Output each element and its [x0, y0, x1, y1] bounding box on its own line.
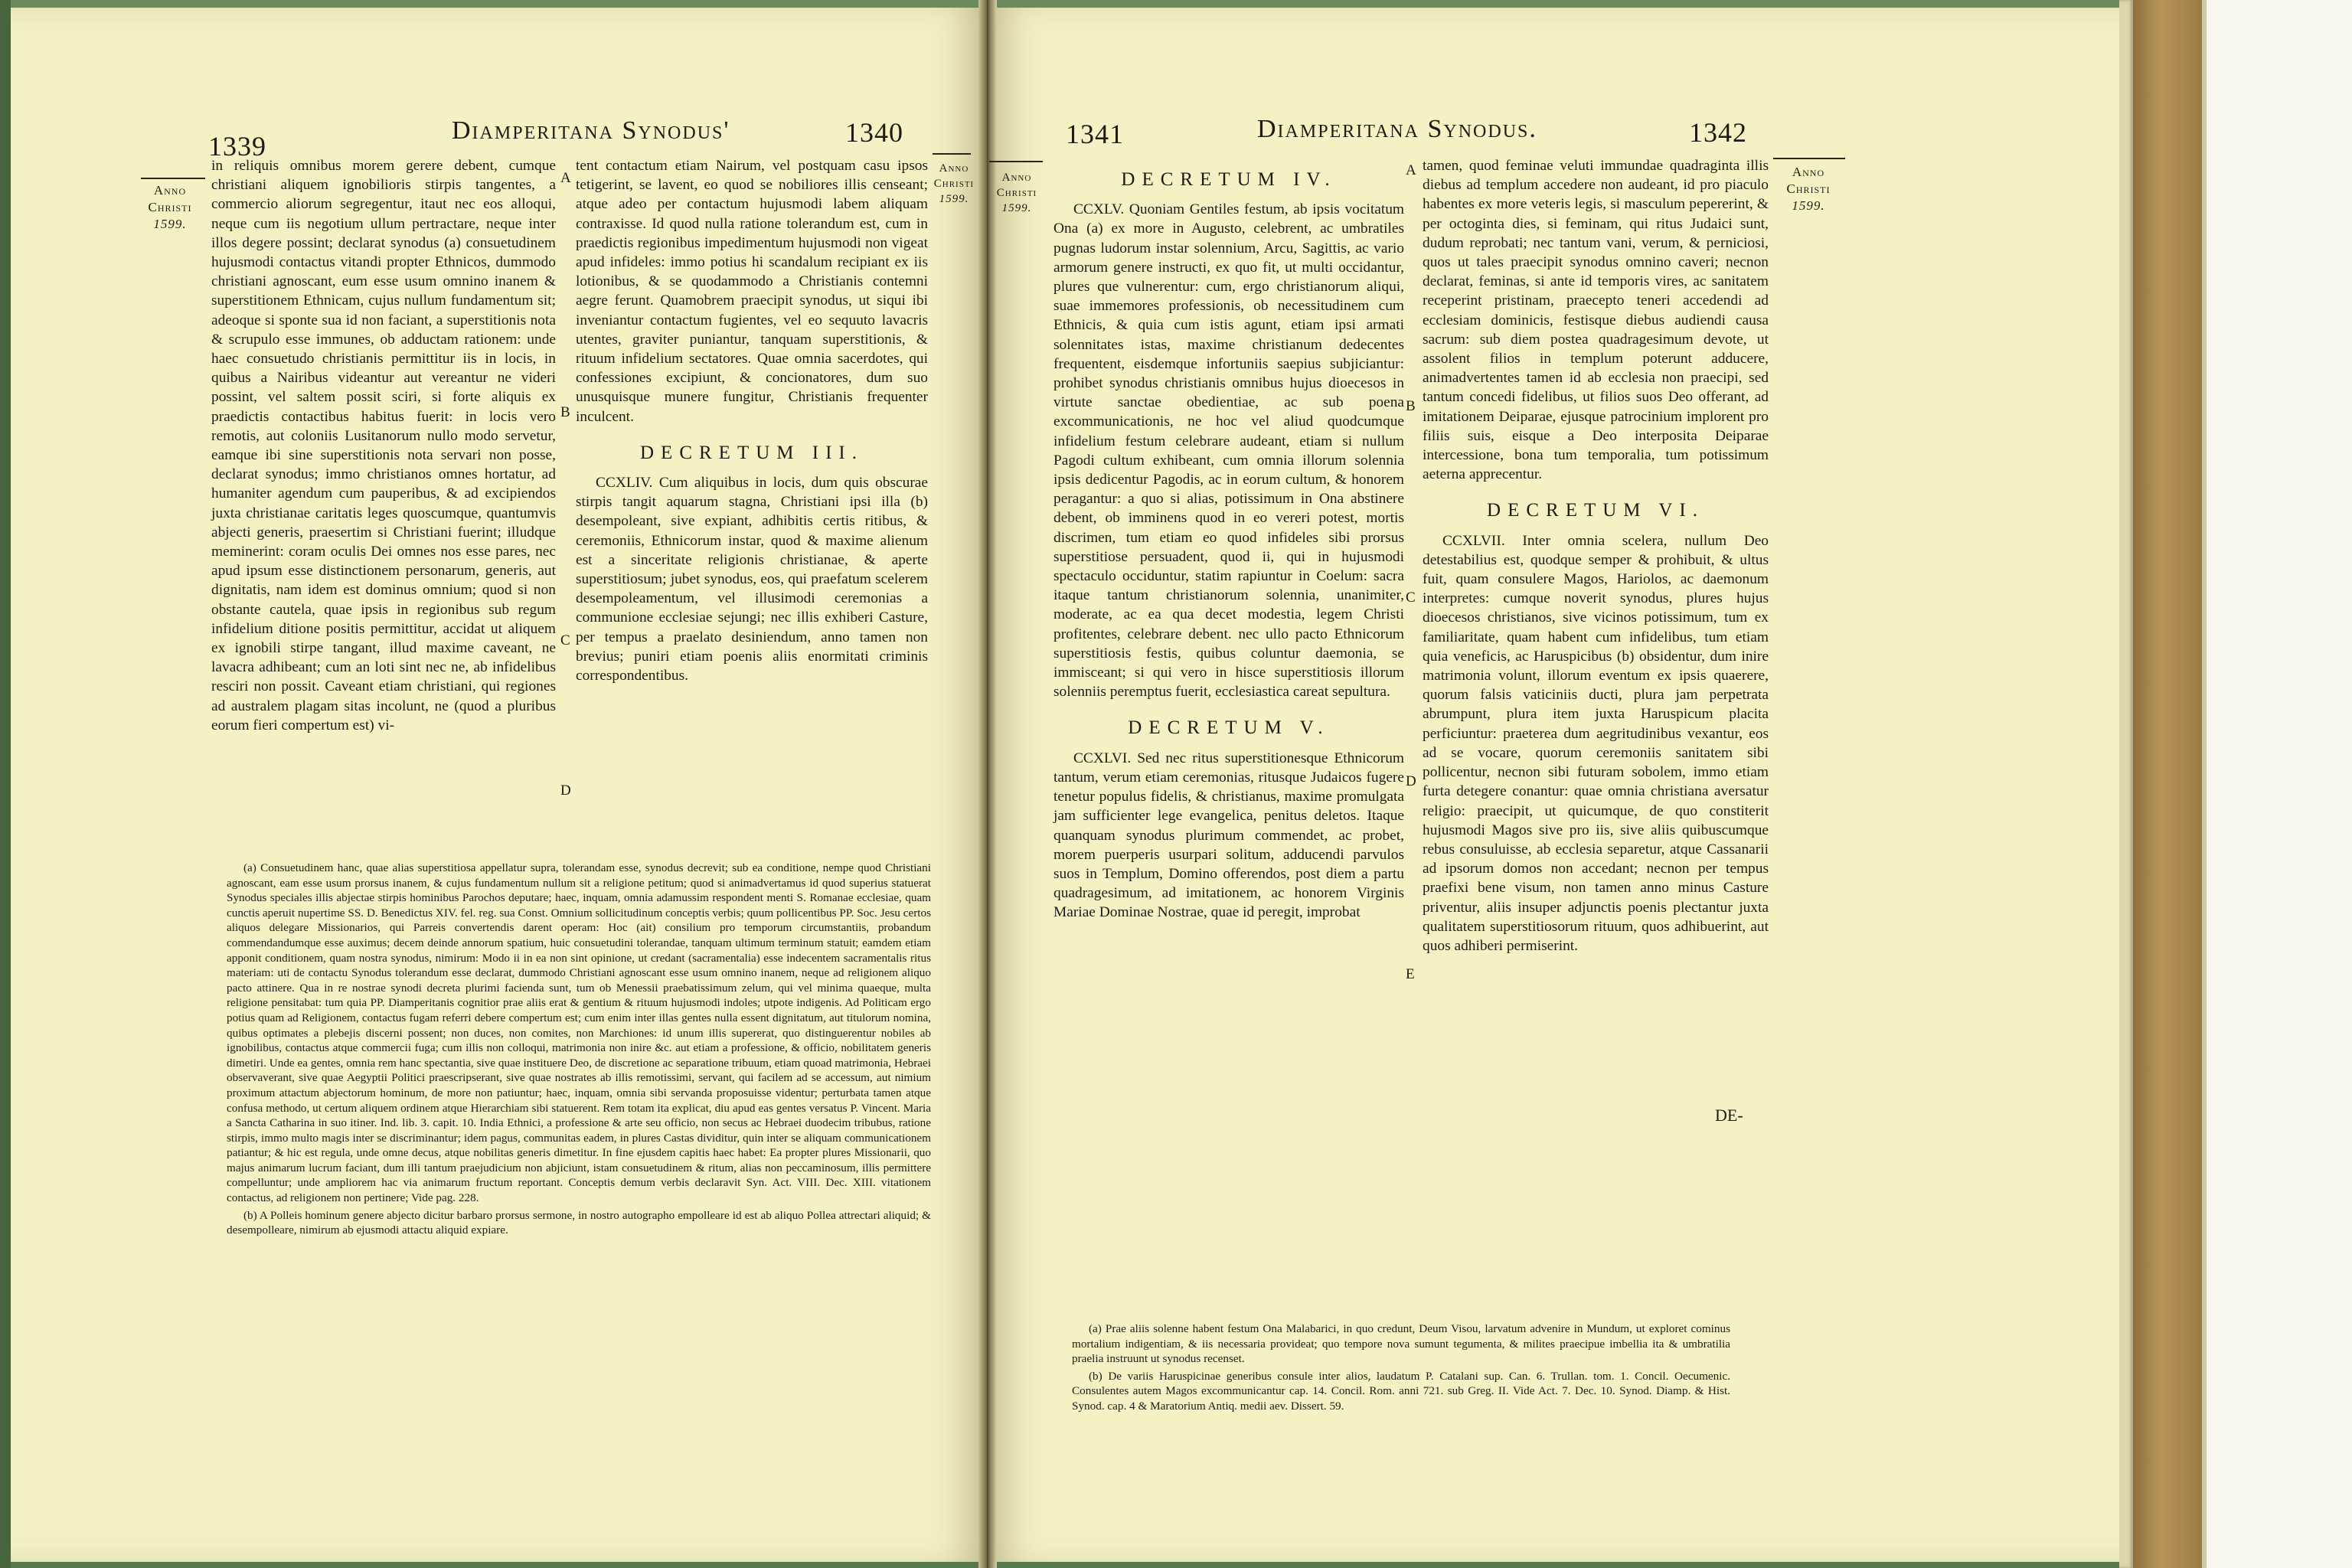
footnote: (a) Consuetudinem hanc, quae alias superstitiosa appellatur supra, tolerandam esse, synodus decrevit; sub ea conditione, nempe quod Christiani agnoscant, eam esse usum prorsus inanem, & cujus fundamentum nullum sit a religione petitum; quod si animadvertamus id quod superius statuerat Synodus speciales illis abjectae stirpis hominibus Parochos deputare; haec, inquam, omnia adamussim respondent menti S. Romanae ecclesiae, quam cunctis aperuit nupertime SS. D. Benedictus XIV. fel. reg. sua Const. Omnium sollicitudinum conceptis verbis; quum pollicentibus PP. Soc. Jesu certos aliquos delegare Missionarios, qui Parreis convertendis darent operam: Hoc (ait) consilium pro temporum circumstantiis, probandum commendandumque esse auximus; decem deinde annorum spatium, huic consuetudini tolerandae, tanquam ultimum terminum statuit; eamdem etiam apponit conditionem, quam nostra synodus, nimirum: Modo ii in ea non sint opinione, ut credant (sacramentalia) esse indecentem sacramentalis ritus materiam: uti de contactu Synodus tolerandum esse declarat, dummodo Christiani agnoscant esse usum omnino inanem, neque ad religionem aliquo pacto attinere. Qua in re nostrae synodi decreta plurimi facienda sunt, tum ob Menessii praebatissimum zelum, qui vel minima quaeque, multa religione pensitabat: tum quia PP. Diamperitanis cognitior prae aliis erat & gentium & rituum hujusmodi indoles; utpote indigenis. Ad Politicam ergo potius quam ad Religionem, contactus fugam referri debere compertum est; cum enim inter illas gentes nulla essent dignitatum, aut titulorum nomina, quibus optimates a plebejis discerni possent; non duces, non comites, non Marchiones: id unum illis supererat, quo distinguerentur nobiles ab ignobilibus, contactus atque commercii fuga; cum illis non colloqui, matrimonia non inire &c. aut etiam a professione, & officio, nobilitatem generis dimetiri. Unde ea gentes, omnia rem hanc spectantia, sive quae instituere Deo, de discretione ac separatione tribuum, etiam quoad matrimonia, Hebraei observaverant, sive quae Aegyptii Politici praescripserant, sive quae nostrates ab illis remotissimi, servant, qui facilem ad se accessum, aut nimium proximum attactum abjectorum hominum, de more non patiuntur; haec, inquam, omnia sibi servanda proposuisse videntur; perturbata tamen atque confusa methodo, ut certum aliquem ordinem atque Hierarchiam sibi statuerent. Rem totam ita explicat, diu apud eas gentes versatus P. Vincent. Maria a Sancta Catharina in suo itiner. Ind. lib. 3. capit. 10. India Ethnici, a professione & arte seu officio, non secus ac Hebraei duodecim tribubus, ratione stirpis, immo multo magis inter se discriminantur; idem pagus, communitas eadem, in plures Castas dividitur, quin inter se aliquam communicationem patiantur; & hic est regula, unde omne decus, atque nobilitas generis dimetitur. In fine ejusdem capitis haec habet: Ea propter plures Missionarii, quo majus animarum lucrum faciant, dum illi tantum praejudicium non abjiciunt, istam consuetudinem & ritum, alias non peccaminosum, illis permittere compelluntur; unde ampliorem hac via animarum fructum reportant. Conceptis demum verbis declaravit Syn. Act. VIII. Dec. XIII. vitationem contactus, ad religionem non pertinere; Vide pag. 228. — [227, 861, 931, 1205]
paragraph: CCXLV. Quoniam Gentiles festum, ab ipsis vocitatum Ona (a) ex more in Augusto, celebrent, ac umbratiles pugnas ludorum instar solennium, Arcu, Sagittis, ac vario armorum genere instructi, ex quo fit, ut multi occidantur, plures que vulnerentur: cum, ergo christianorum aliqui, suae immemores professionis, ob necessitudinem cum Ethnicis, & quia cum istis agunt, etiam ipsi armati solennitates istas, maxime christianum dedecentes frequentent, eisdemque infortuniis saepius subjiciantur: prohibet synodus christianis omnibus hujus dioecesos in virtute sanctae obedientiae, ac sub poena excommunicationis, ne hoc vel aliud quodcumque infidelium festum celebrare audeant, etiam si nullum Pagodi cultum exhibeant, cum omnia illorum solennia ipsis dedicentur Pagodis, ac in eorum cultum, & honorem peragantur: a quo si alias, potissimum in Ona abstinere debent, ob imminens quod in eo vereri potest, mortis discrimen, tum etiam eo quod infideles sibi prorsus superstitiose persuadent, quod ii, qui in hujusmodi spectaculo occiduntur, statim rapiuntur in Coelum: sacra itaque tantum christianorum solennia, unanimiter, moderate, ac ea qua decet modestia, legem Christi profitentes, celebrare debent. nec ullo pacto Ethnicorum superstitiosis festis, quibus coluntur daemonia, se immisceant; si qui vero in hisce superstitiosis illorum solenniis peremptus fuerit, ecclesiastica careat sepultura. — [1054, 201, 1404, 701]
margin-letter: B — [560, 404, 570, 420]
anno-christi-note — [132, 182, 208, 233]
paragraph: tent contactum etiam Nairum, vel postquam casu ipsos tetigerint, se lavent, eo quod se nobiliores illis censeant; atque adeo per contactum hujusmodi labem aliquam contraxisse. Id quod nulla ratione tolerandum est, cum in praedictis regionibus impedimentum hujusmodi non vigeat apud infideles: immo potius hi scandalum recipiant ex iis lotionibus, & se quodammodo a Christianis contemni aegre ferunt. Quamobrem praecipit synodus, ut siqui ibi inveniantur contactum fugientes, vel eo sequuto lavacris utentes, graviter puniantur, tanquam superstitionis, & rituum infidelium sectatores. Quae omnia sacerdotes, qui confessiones excipiunt, & concionatores, dum suo unusquisque munere fungitur, Christianis frequenter inculcent. — [576, 158, 928, 425]
margin-letter: B — [1406, 398, 1416, 414]
decretum-heading: DECRETUM III. — [640, 442, 864, 463]
margin-rule — [933, 153, 971, 155]
left-column-2 — [576, 156, 928, 685]
running-head: Diamperitana Synodus. — [1257, 115, 1537, 143]
anno-label: Anno — [1792, 165, 1825, 179]
anno-label: Anno — [153, 183, 187, 198]
book-cover-edge — [2133, 0, 2202, 1568]
christi-label: Christi — [933, 178, 975, 190]
margin-letter: A — [560, 170, 571, 186]
left-column-1 — [211, 156, 556, 735]
page-number: 1342 — [1689, 117, 1747, 148]
footnote: (b) A Polleis hominum genere abjecto dicitur barbaro prorsus sermone, in nostro autographo empolleare id est ab aliquo Pollea attrectari aliquid; & desempolleare, nimirum ab ejusmodi attactu aliquid expiare. — [227, 1208, 931, 1237]
background-white — [2202, 0, 2352, 1568]
page-number: 1340 — [845, 117, 903, 148]
margin-letter: C — [1406, 590, 1416, 606]
catchword: DE- — [1715, 1106, 1743, 1125]
paragraph: tamen, quod feminae veluti immundae quadraginta illis diebus ad templum accedere non audeant, id pro piaculo habentes ex more veteris legis, si masculum pepererint, & per octoginta dies, si feminam, qui ritus Judaici sunt, dudum reprobati; nec tantum vani, verum, & perniciosi, quos ut tales praecipit synodus omnino caveri; necnon declarat, feminas, si ante id temporis vires, ac sanitatem receperint pristinam, praecepto teneri accedendi ad ecclesiam dominicis, festisque diebus audiendi causa sacrum: sub diem postea quadragesimum devote, ut assolent filios in templum poterunt adducere, animadvertentes tamen id ab ecclesia non praecipi, sed tantum concedi fidelibus, ut filios suos Deo offerant, ad imitationem Deiparae, ejusque patrocinium implorent pro filiis suis, eisque a Deo interposita Deiparae intercessione, bona tum temporalia, tum potissimum aeterna apprecentur. — [1423, 158, 1769, 483]
anno-christi-note — [926, 161, 982, 207]
year-label: 1599. — [1001, 202, 1032, 214]
page-number: 1341 — [1066, 119, 1124, 149]
anno-label: Anno — [939, 162, 969, 175]
margin-letter: D — [1406, 773, 1416, 789]
paragraph: CCXLVII. Inter omnia scelera, nullum Deo detestabilius est, quodque semper & prohibuit, & ultus fuit, quam consulere Magos, Hariolos, ac daemonum interpretes: cumque noverit synodus, plures hujus dioecesos christianos, sive vicinos potissimum, tum ex familiaritate, quam habent cum infidelibus, tum etiam quia veneficis, ac Haruspicibus (b) obsidentur, dum inire matrimonia volunt, illorum eventum ex ipsis quaerere, quorum falsis vaticiniis ducti, plura jam perpetrata abrumpunt, plura item juxta Haruspicum placita perficiuntur: praeterea dum aegritudinibus vexantur, eos ad se vocare, quorum ceremoniis sanitatem sibi pollicentur, necnon sibi futuram sobolem, immo etiam furta detegere conantur: quae omnia christiana aversatur religio: praecipit, ut quicumque, de quo constiterit hujusmodi Magos sive pro iis, sive aliis quibuscumque rebus consuluisse, ab ecclesia separetur, atque Cassanarii ad ipsorum domos non accedant; necnon per tempus praefixi bene visum, non tamen anno minus Casture priventur, aliis insuper adjunctis poenis plectantur juxta qualitatem superstitiosorum rituum, quos adhibuerint, aut quos adhiberi permiserint. — [1423, 532, 1769, 954]
paragraph: CCXLVI. Sed nec ritus superstitionesque Ethnicorum tantum, verum etiam ceremonias, ritusque Judaicos fugere tenetur populus fidelis, & christianus, maxime promulgata jam sufficienter lege evangelica, penitus deletos. Itaque quanquam synodus plurimum commendet, ac probet, morem puerperis usurpari solitum, adducendi parvulos suos in Templum, Domino offerendos, post diem a partu quadragesimum, ad imitationem, ac honorem Virginis Mariae Dominae Nostrae, quae id peregit, improbat — [1054, 750, 1404, 921]
margin-letter: A — [1406, 162, 1416, 178]
background-shadow — [2202, 0, 2207, 1568]
right-footnotes — [1072, 1321, 1730, 1416]
right-column-2 — [1423, 156, 1769, 956]
anno-christi-note — [1766, 164, 1851, 214]
paragraph: in reliquis omnibus morem gerere debent, cumque christiani aliquem ignobilioris stirpis tangentes, a commercio aliorum segregentur, itaut nec eos alloqui, neque cum iis negotium ullum pertractare, neque inter illos degere possint; declarat synodus (a) consuetudinem hujusmodi contactus vitandi propter Ethnicos, dummodo christiani agnoscant, eum esse usum omnino inanem & superstitionem Ethnicam, cujus nullum fundamentum sit; adeoque si sponte sua id non faciant, a superstitionis nota & scrupulo esse immunes, ob adductam rationem: unde haec consuetudo christianis permittitur iis in locis, in quibus a Nairibus videantur aut vereantur ne videri possint, vel saltem possit sciri, si forte aliquis ex praedictis contactibus habitus fuerit: in locis vero remotis, aut coloniis Lusitanorum nullo modo servetur, eamque ibi sine superstitionis nota servari non posse, declarat synodus; immo christianos omnes hortatur, ad humaniter agendum cum pauperibus, & ad excipiendos juxta christianae caritatis leges quoscumque, quantumvis abjecti generis, praesertim si Christiani fuerint; illudque meminerint: coram oculis Dei omnes nos esse pares, nec apud ipsum esse distinctionem personarum, generis, aut dignitatis, nam idem est dominus omnium; quod si non obstante cautela, quae ipsis in regionibus sub regum infidelium ditione positis permittitur, accidat ut aliquem ex ignobili stirpe tangant, illud maxime caveant, ne lavacra adhibeant; cum an loti sint nec ne, ab infidelibus resciri non possit. Caveant etiam christiani, qui regiones ad australem plagam sitas incolunt, ne (quod a pluribus eorum fieri compertum est) vi- — [211, 158, 556, 733]
margin-letter: C — [560, 632, 570, 648]
footnote: (a) Prae aliis solenne habent festum Ona Malabarici, in quo credunt, Deum Visou, larvatum advenire in Mundum, ut exploret cominus mortalium indigentiam, & iis necessaria provideat; quo tempore nova sumunt tegumenta, & milites praecipue imbellia ita & umbratilia praelia instruunt ut synodus recenset. — [1072, 1322, 1730, 1366]
page-number: 1339 — [208, 131, 266, 162]
year-label: 1599. — [1792, 198, 1825, 213]
decretum-heading: DECRETUM IV. — [1121, 169, 1337, 190]
page-edge — [2119, 0, 2133, 1568]
margin-rule — [1773, 158, 1845, 159]
anno-label: Anno — [1001, 172, 1032, 184]
left-footnotes — [227, 861, 931, 1240]
year-label: 1599. — [939, 193, 969, 205]
margin-letter: D — [560, 782, 571, 799]
margin-rule — [141, 178, 205, 179]
running-head: Diamperitana Synodus' — [452, 116, 730, 145]
christi-label: Christi — [1786, 181, 1831, 196]
scanner-mat-left — [0, 0, 11, 1568]
margin-letter: E — [1406, 966, 1415, 982]
year-label: 1599. — [153, 217, 187, 231]
margin-rule — [989, 161, 1043, 162]
paragraph: CCXLIV. Cum aliquibus in locis, dum quis obscurae stirpis tangit aquarum stagna, Christiani ipsi illa (b) desempoleant, sive expiant, adhibitis certis ritibus, & ceremoniis, Ethnicorum instar, quod & maxime alienum est a sinceritate religionis christianae, & aperte superstitiosum; jubet synodus, eos, qui praefatum scelerem desempoleamentum, vel illusimodi ceremonias a communione ecclesiae sejungi; nec illis exhiberi Casture, per tempus a praelato desiniendum, anno tamen non brevius; puniri etiam poenis aliis enormitati criminis correspondentibus. — [576, 475, 928, 684]
christi-label: Christi — [996, 187, 1037, 199]
decretum-heading: DECRETUM V. — [1128, 717, 1330, 739]
anno-christi-note — [988, 170, 1046, 216]
footnote: (b) De variis Haruspicinae generibus consule inter alios, laudatum P. Catalani sup. Can. 6. Trullan. tom. 1. Concil. Oecumenic. Consulentes autem Magos excommunicantur cap. 14. Concil. Rom. anni 721. sub Greg. II. Vide Act. 7. Dec. 10. Synod. Diamp. & Hist. Synod. cap. 4 & Maratorium Antiq. medii aev. Dissert. 59. — [1072, 1369, 1730, 1413]
right-column-1 — [1054, 156, 1404, 923]
christi-label: Christi — [148, 200, 192, 214]
book-gutter — [978, 0, 997, 1568]
decretum-heading: DECRETUM VI. — [1487, 500, 1704, 521]
